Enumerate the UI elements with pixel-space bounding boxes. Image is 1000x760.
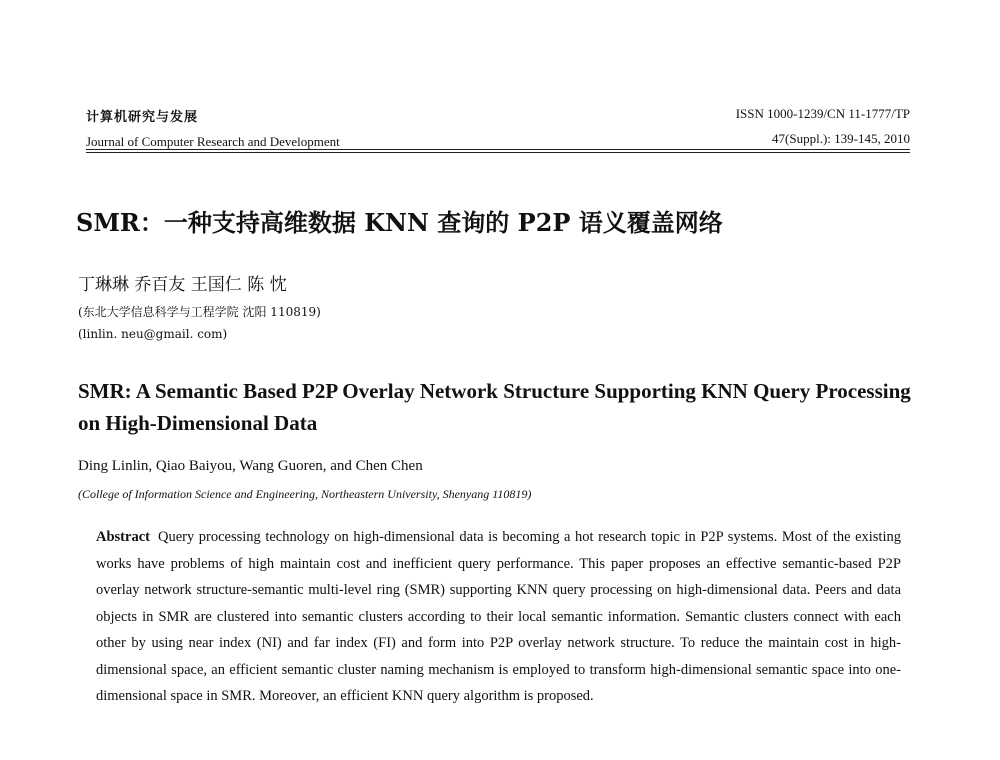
header-rule-top (86, 149, 910, 150)
author-email: (linlin. neu@gmail. com) (78, 327, 228, 341)
abstract-text: Query processing technology on high-dimensional data is becoming a hot research topic in P2P systems. Most of the existing works have problems of high maintain cost and inefficient query performance. This paper proposes an effective semantic-based P2P overlay network structure-semantic multi-level ring (SMR) supporting KNN query processing on high-dimensional data. Peers and data objects in SMR are clustered into semantic clusters according to their local semantic information. Semantic clusters connect with each other by using near index (NI) and far index (FI) and form into P2P overlay network structure. To reduce the maintain cost in high-dimensional space, an efficient semantic cluster naming mechanism is employed to transform high-dimensional semantic space into one-dimensional space in SMR. Moreover, an efficient KNN query algorithm is proposed. (96, 529, 901, 704)
paper-title-en: SMR: A Semantic Based P2P Overlay Network Structure Supporting KNN Query Processing on High-Dimensional Data (78, 379, 911, 435)
journal-name-cn: 计算机研究与发展 (86, 110, 199, 125)
affiliation-cn: (东北大学信息科学与工程学院 沈阳 110819) (78, 305, 321, 319)
paper-title-cn: SMR：一种支持高维数据 KNN 查询的 P2P 语义覆盖网络 (76, 208, 723, 237)
journal-header-right (736, 106, 910, 147)
affiliation-en: (College of Information Science and Engineering, Northeastern University, Shenyang 110819) (78, 487, 532, 501)
authors-en: Ding Linlin, Qiao Baiyou, Wang Guoren, and Chen Chen (78, 458, 423, 474)
header-rule-bottom (86, 152, 910, 153)
abstract-label: Abstract (96, 529, 150, 545)
issn-line: ISSN 1000-1239/CN 11-1777/TP (735, 106, 910, 121)
abstract (96, 524, 901, 710)
authors-cn: 丁琳琳 乔百友 王国仁 陈 忱 (78, 275, 287, 295)
journal-header-left (86, 106, 340, 150)
journal-name-en: Journal of Computer Research and Development (86, 134, 340, 149)
volume-line: 47(Suppl.): 139-145, 2010 (772, 131, 910, 146)
